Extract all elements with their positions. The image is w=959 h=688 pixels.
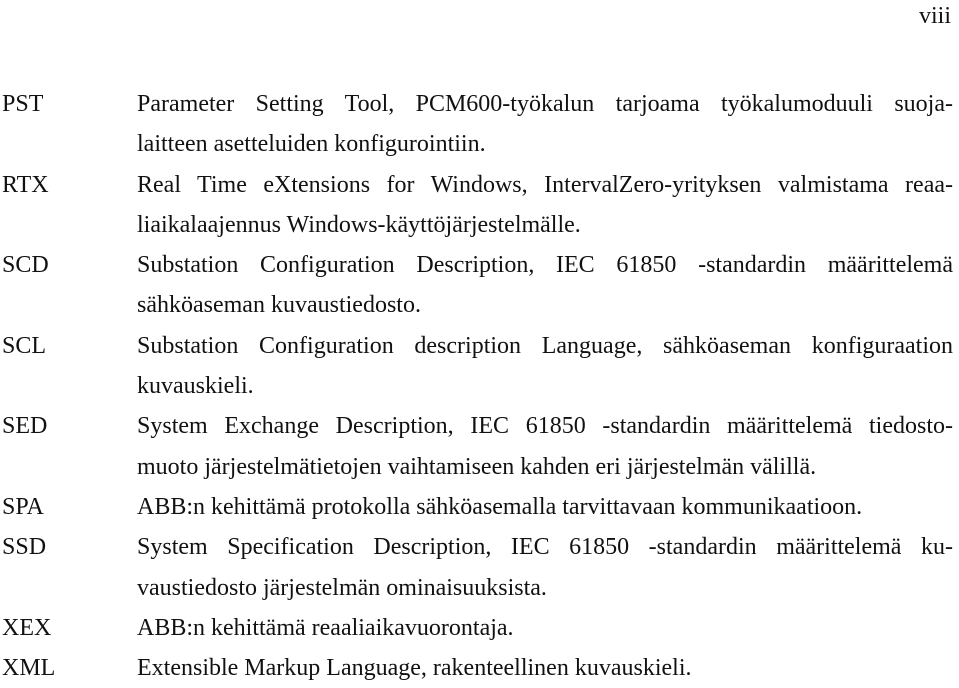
glossary-term: RTX (2, 171, 49, 198)
definition-line: ABB:n kehittämä protokolla sähköasemalla tarvittavaan kommunikaatioon. (137, 493, 863, 520)
glossary-term: SCD (2, 252, 49, 279)
glossary-definition (137, 245, 953, 326)
glossary-term: SSD (2, 534, 47, 561)
page-number: viii (918, 3, 951, 29)
glossary-term: SED (2, 413, 48, 440)
glossary-entry-scd (0, 245, 959, 326)
definition-line: Real Time eXtensions for Windows, IntervalZero-yrityksen valmistama reaa- (137, 171, 953, 198)
glossary-entry-scl (0, 326, 959, 407)
definition-line: System Specification Description, IEC 61850 -standardin määrittelemä ku- (137, 534, 953, 561)
glossary-entry-spa (0, 487, 959, 527)
glossary-entry-xex (0, 608, 959, 648)
definition-line: vaustiedosto järjestelmän ominaisuuksista. (137, 574, 547, 601)
definition-line: Substation Configuration Description, IEC 61850 -standardin määrittelemä (137, 252, 953, 279)
glossary-entry-sed (0, 406, 959, 487)
glossary-definition (137, 487, 953, 527)
glossary-definition (137, 165, 953, 246)
glossary-entry-ssd (0, 527, 959, 608)
glossary-term: PST (2, 91, 44, 117)
definition-line: laitteen asetteluiden konfigurointiin. (137, 131, 486, 158)
definition-line: Extensible Markup Language, rakenteellinen kuvauskieli. (137, 655, 692, 682)
glossary-entry-xml (0, 648, 959, 688)
glossary-term: SCL (2, 332, 47, 359)
glossary-definition (137, 406, 953, 487)
definition-line: Substation Configuration description Language, sähköaseman konfiguraation (137, 332, 953, 359)
definition-line: kuvauskieli. (137, 373, 254, 400)
glossary-term: XEX (2, 614, 52, 641)
glossary-definition (137, 608, 953, 648)
glossary-entry-pst (0, 84, 959, 165)
glossary-entry-rtx (0, 165, 959, 246)
glossary-definition (137, 527, 953, 608)
glossary-term: SPA (2, 493, 44, 520)
definition-line: liaikalaajennus Windows-käyttöjärjestelmälle. (137, 211, 581, 238)
abbreviation-glossary (0, 84, 959, 688)
glossary-definition (137, 648, 953, 688)
definition-line: Parameter Setting Tool, PCM600-työkalun tarjoama työkalumoduuli suoja- (137, 91, 953, 117)
glossary-definition (137, 326, 953, 407)
definition-line: ABB:n kehittämä reaaliaikavuorontaja. (137, 614, 514, 641)
definition-line: sähköaseman kuvaustiedosto. (137, 292, 421, 319)
glossary-term: XML (2, 655, 56, 682)
definition-line: muoto järjestelmätietojen vaihtamiseen kahden eri järjestelmän välillä. (137, 453, 817, 480)
definition-line: System Exchange Description, IEC 61850 -standardin määrittelemä tiedosto- (137, 413, 953, 440)
glossary-definition (137, 84, 953, 165)
